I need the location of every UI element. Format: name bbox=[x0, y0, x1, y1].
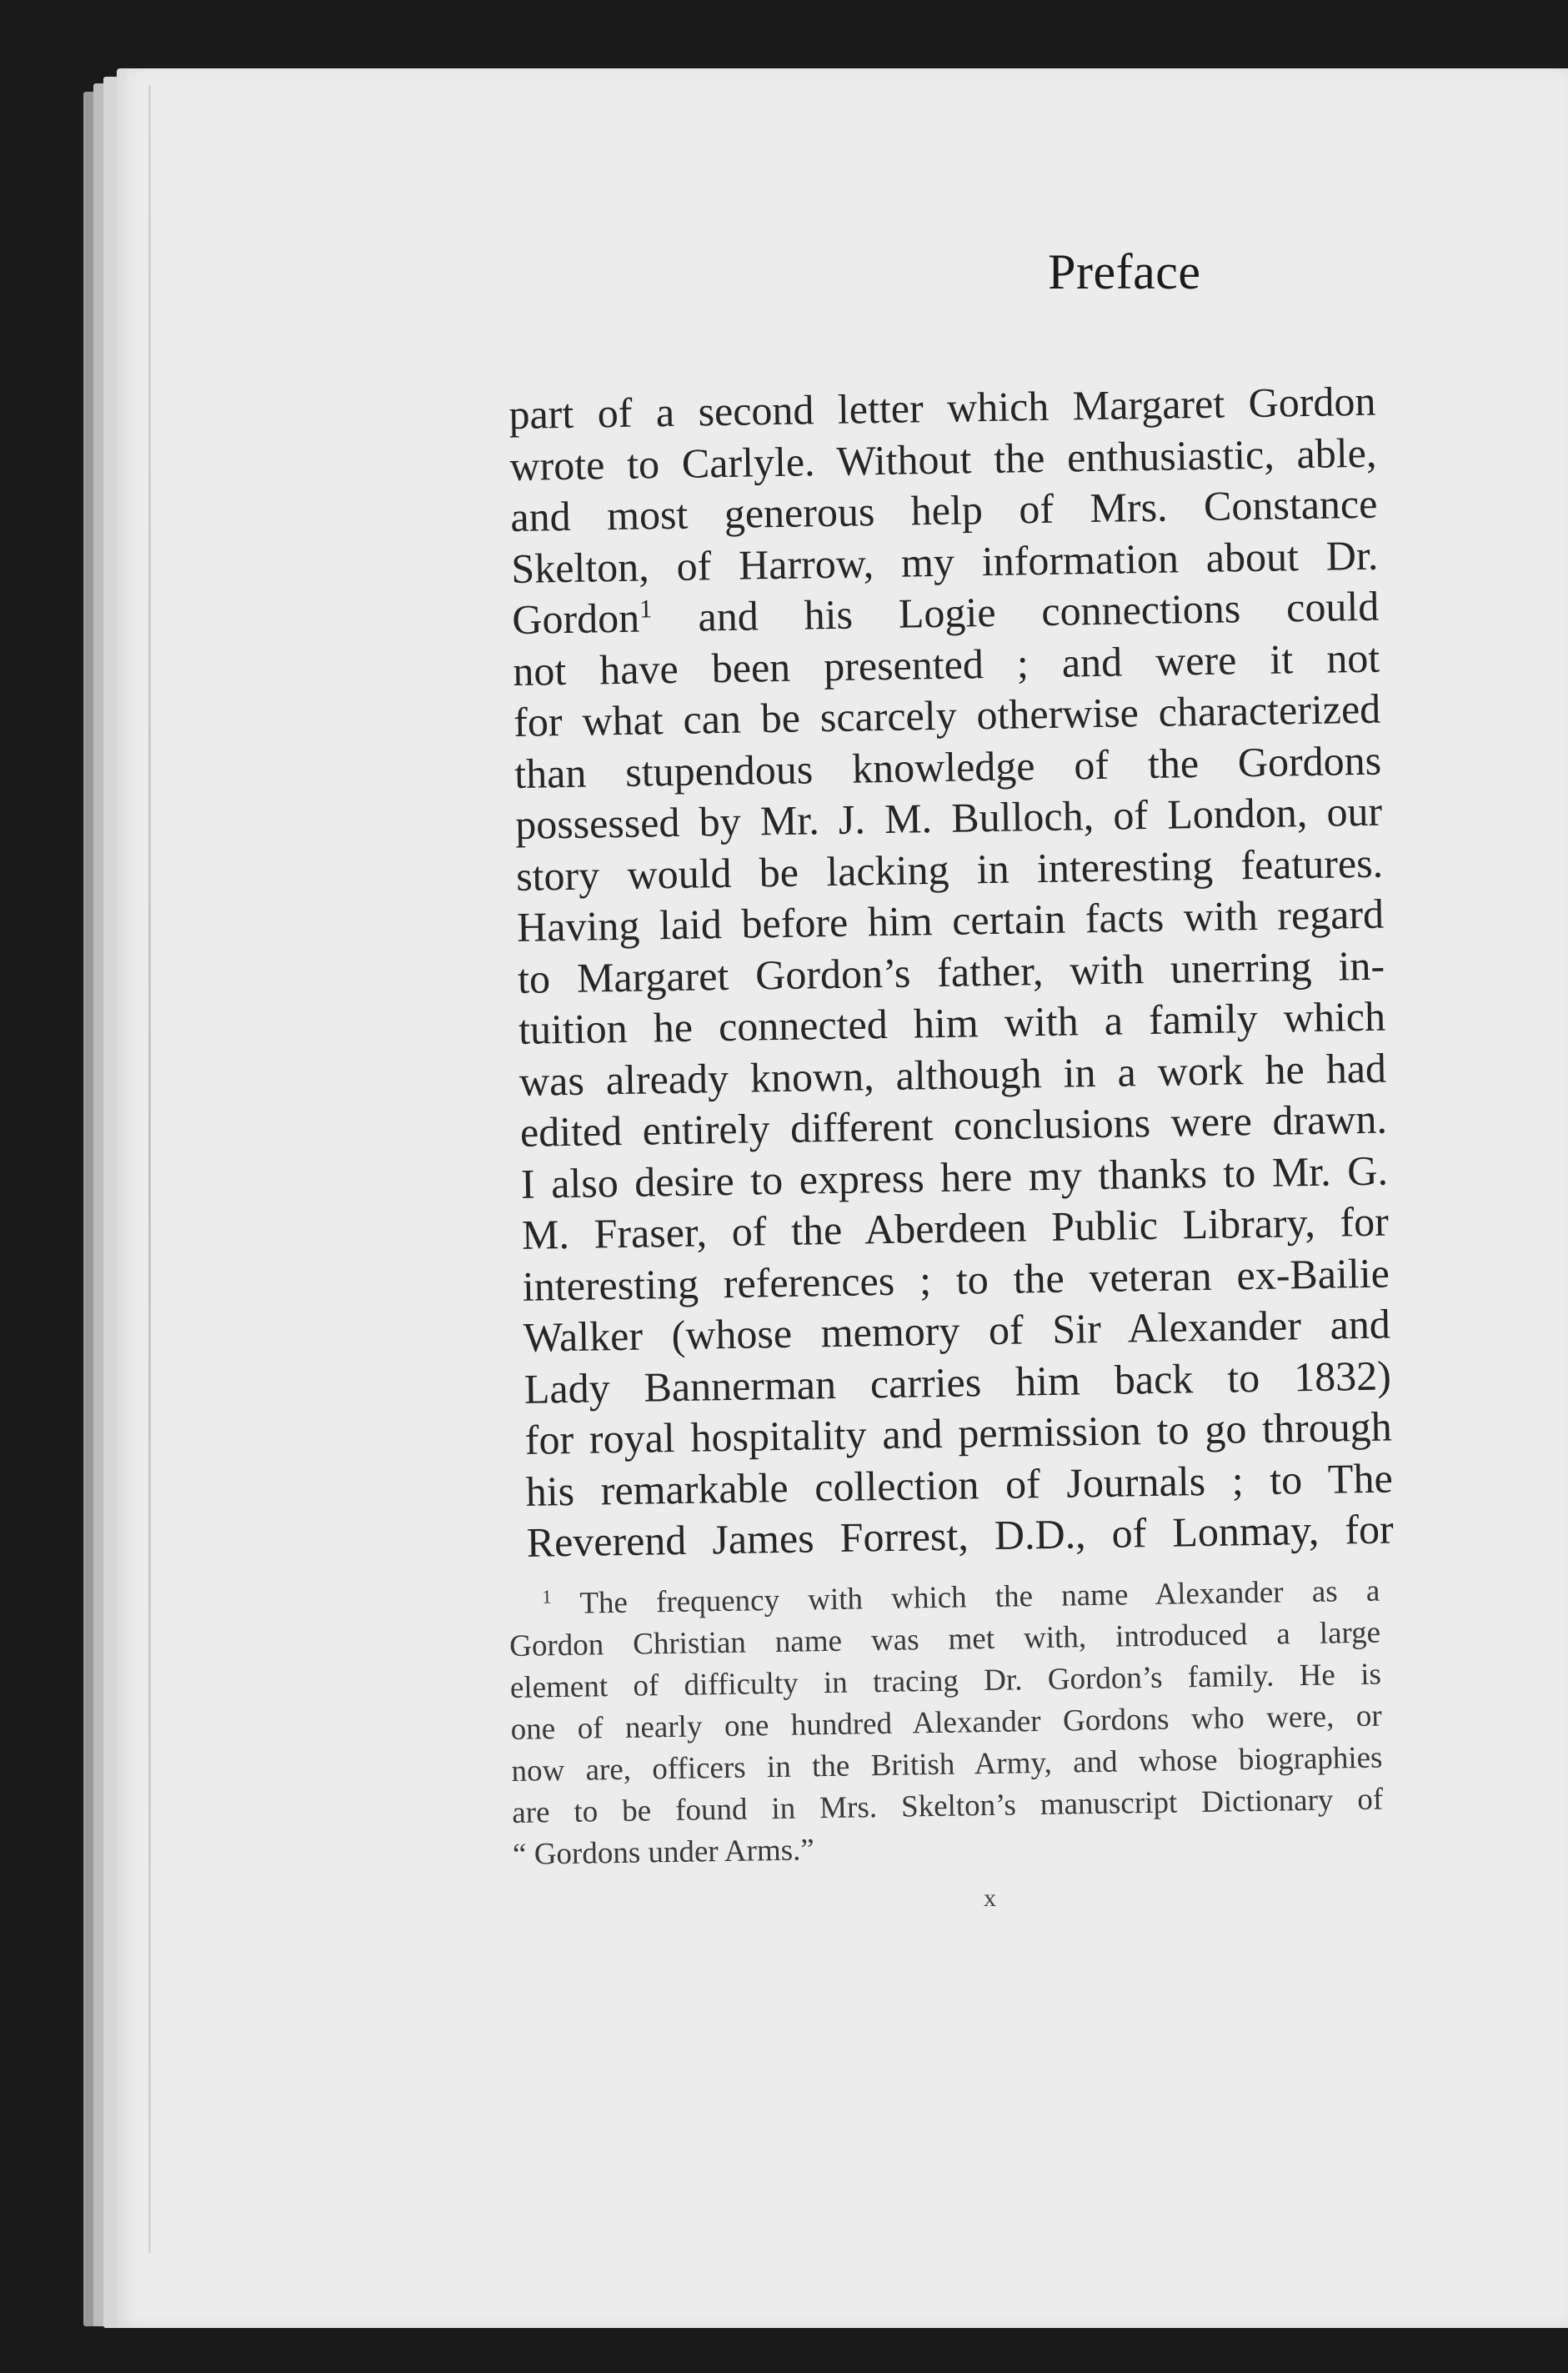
footnote-block bbox=[508, 1571, 1384, 1876]
running-head-text: Preface bbox=[1048, 244, 1201, 299]
footnote-line: now are, officers in the British Army, and whose biographies bbox=[511, 1740, 1383, 1789]
text-line: tuition he connected him with a family which bbox=[518, 992, 1386, 1053]
footnote-line: one of nearly one hundred Alexander Gordons who were, or bbox=[510, 1698, 1382, 1747]
text-line: part of a second letter which Margaret Gordon bbox=[508, 377, 1376, 438]
text-line: Having laid before him certain facts with regard bbox=[516, 890, 1385, 951]
footnote-line: “ Gordons under Arms.” bbox=[512, 1833, 815, 1872]
gutter-shadow bbox=[148, 85, 151, 2253]
page-number: x bbox=[984, 1884, 996, 1912]
text-line: wrote to Carlyle. Without the enthusiastic, able, bbox=[508, 429, 1377, 489]
text-line: than stupendous knowledge of the Gordons bbox=[513, 736, 1382, 797]
text-line: not have been presented ; and were it not bbox=[512, 634, 1380, 695]
footnote-ref: 1 bbox=[639, 594, 653, 624]
text-line: story would be lacking in interesting features. bbox=[515, 839, 1384, 900]
text-line: was already known, although in a work he had bbox=[518, 1044, 1387, 1105]
text-line: edited entirely different conclusions were drawn. bbox=[519, 1095, 1388, 1156]
body-text bbox=[508, 376, 1394, 1569]
text-line: interesting references ; to the veteran ex-Bailie bbox=[522, 1249, 1390, 1310]
footnote-text: The frequency with which the name Alexander as a bbox=[579, 1573, 1380, 1621]
book-page bbox=[117, 68, 1568, 2328]
text-line: M. Fraser, of the Aberdeen Public Library, for bbox=[521, 1197, 1390, 1258]
text-line: Lady Bannerman carries him back to 1832) bbox=[524, 1352, 1392, 1412]
text-line: for royal hospitality and permission to go through bbox=[524, 1402, 1393, 1463]
running-head bbox=[117, 243, 1568, 301]
text-line: Reverend James Forrest, D.D., of Lonmay, for bbox=[526, 1505, 1395, 1566]
text-line: for what can be scarcely otherwise characterized bbox=[513, 685, 1381, 745]
text-line: Walker (whose memory of Sir Alexander and bbox=[523, 1300, 1391, 1361]
text-line: and most generous help of Mrs. Constance bbox=[509, 479, 1378, 540]
footnote-line: are to be found in Mrs. Skelton’s manuscript Dictionary of bbox=[511, 1782, 1384, 1830]
text-line: I also desire to express here my thanks to Mr. G. bbox=[520, 1146, 1389, 1207]
footnote-line: element of difficulty in tracing Dr. Gordon’s family. He is bbox=[509, 1657, 1382, 1705]
text-fragment: and his Logie connections could bbox=[652, 582, 1380, 641]
text-line: Skelton, of Harrow, my information about Dr. bbox=[510, 531, 1379, 592]
footnote-marker: 1 bbox=[542, 1586, 552, 1608]
footnote-line: Gordon Christian name was met with, introduced a large bbox=[508, 1615, 1381, 1663]
text-line: possessed by Mr. J. M. Bulloch, of London, our bbox=[514, 787, 1383, 848]
text-line: his remarkable collection of Journals ; to The bbox=[525, 1454, 1394, 1515]
footnote-ref-word: Gordon$^1$ bbox=[511, 594, 653, 643]
text-line: to Margaret Gordon’s father, with unerring in- bbox=[517, 941, 1385, 1002]
